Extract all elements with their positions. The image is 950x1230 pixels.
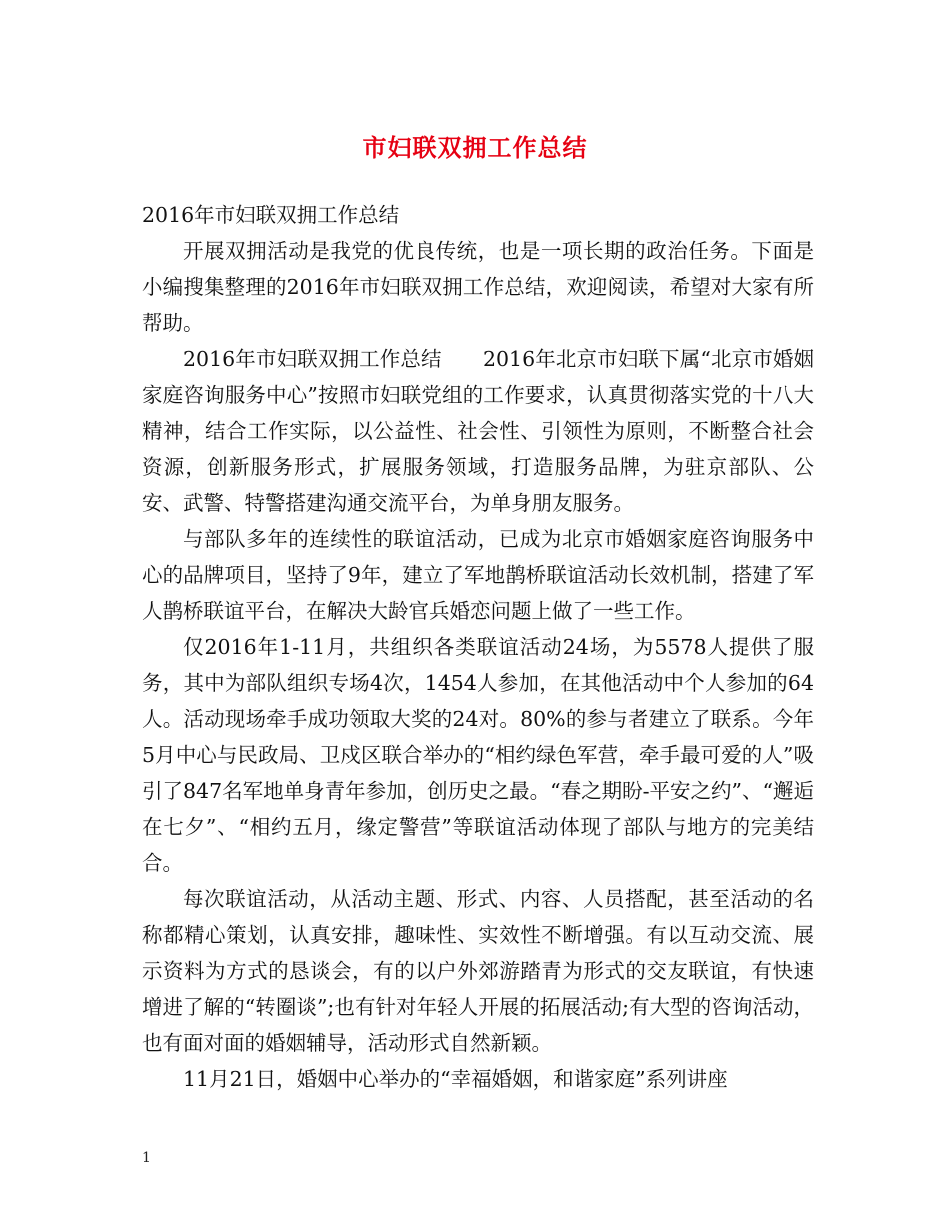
document-body — [142, 197, 814, 1097]
paragraph-lecture: 11月21日，婚姻中心举办的“幸福婚姻，和谐家庭”系列讲座 — [183, 1067, 728, 1091]
paragraph-military-events: 与部队多年的连续性的联谊活动，已成为北京市婚姻家庭咨询服务中心的品牌项目，坚持了9年，建立了军地鹊桥联谊活动长效机制，搭建了军人鹊桥联谊平台，在解决大龄官兵婚恋问题上做了一些工作。 — [142, 527, 814, 623]
paragraph-overview: 2016年市妇联双拥工作总结 2016年北京市妇联下属“北京市婚姻家庭咨询服务中心”按照市妇联党组的工作要求，认真贯彻落实党的十八大精神，结合工作实际，以公益性、社会性、引领性为原则，不断整合社会资源，创新服务形式，扩展服务领域，打造服务品牌，为驻京部队、公安、武警、特警搭建沟通交流平台，为单身朋友服务。 — [142, 347, 814, 515]
paragraph-intro: 开展双拥活动是我党的优良传统，也是一项长期的政治任务。下面是小编搜集整理的2016年市妇联双拥工作总结，欢迎阅读，希望对大家有所帮助。 — [142, 239, 814, 335]
paragraph-statistics: 仅2016年1-11月，共组织各类联谊活动24场，为5578人提供了服务，其中为部队组织专场4次，1454人参加，在其他活动中个人参加的64人。活动现场牵手成功领取大奖的24对。80%的参与者建立了联系。今年5月中心与民政局、卫戍区联合举办的“相约绿色军营，牵手最可爱的人”吸引了847名军地单身青年参加，创历史之最。“春之期盼-平安之约”、“邂逅在七夕”、“相约五月，缘定警营”等联谊活动体现了部队与地方的完美结合。 — [142, 635, 814, 875]
page-number: 1 — [142, 1150, 151, 1166]
paragraph-activity-forms: 每次联谊活动，从活动主题、形式、内容、人员搭配，甚至活动的名称都精心策划，认真安排，趣味性、实效性不断增强。有以互动交流、展示资料为方式的恳谈会，有的以户外郊游踏青为形式的交友联谊，有快速增进了解的“转圈谈”;也有针对年轻人开展的拓展活动;有大型的咨询活动，也有面对面的婚姻辅导，活动形式自然新颖。 — [142, 887, 814, 1055]
paragraph-subtitle: 2016年市妇联双拥工作总结 — [142, 203, 400, 227]
document-title: 市妇联双拥工作总结 — [362, 133, 588, 162]
